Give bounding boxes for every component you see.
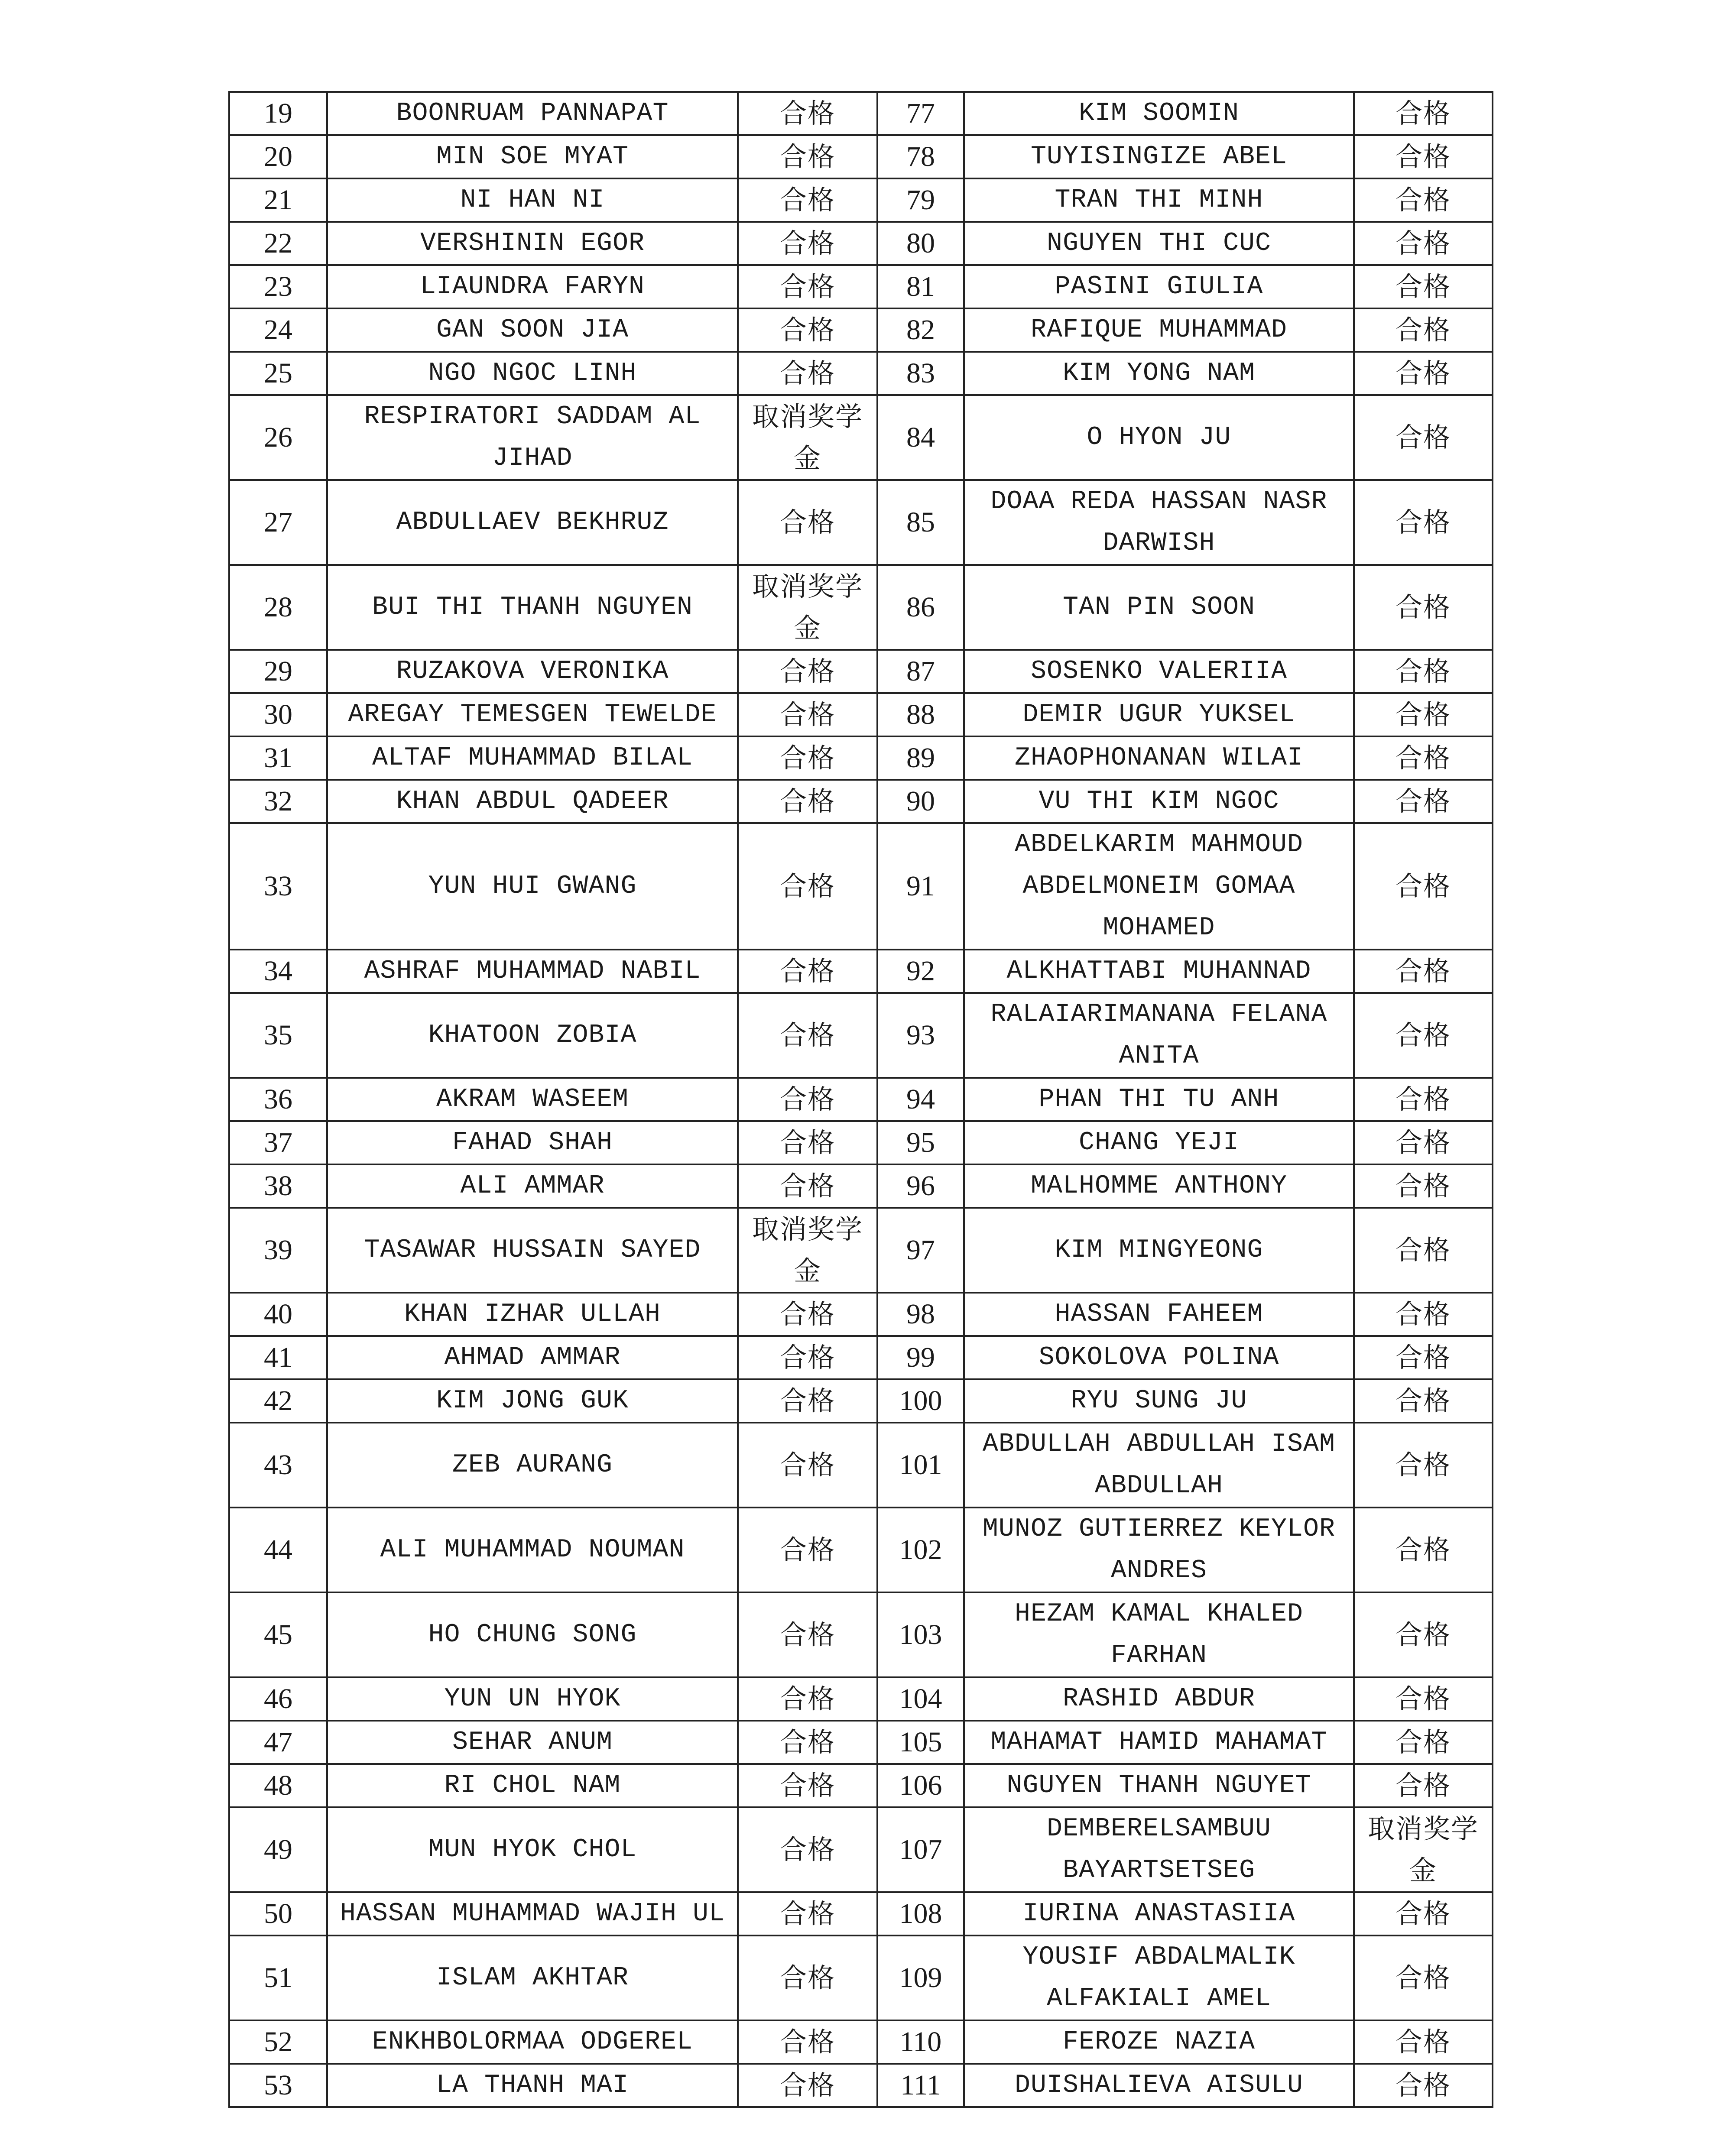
student-name-cell: TRAN THI MINH <box>964 178 1354 222</box>
row-number-cell: 38 <box>229 1164 327 1208</box>
row-number-cell: 25 <box>229 352 327 395</box>
table-row <box>229 1764 1493 1807</box>
table-row <box>229 1336 1493 1379</box>
student-name-cell: KIM MINGYEONG <box>964 1208 1354 1293</box>
student-name-cell: VERSHININ EGOR <box>327 222 738 265</box>
status-cell: 合格 <box>1354 993 1493 1078</box>
table-row <box>229 1121 1493 1164</box>
student-name-cell: RAFIQUE MUHAMMAD <box>964 308 1354 352</box>
row-number-cell: 90 <box>877 780 964 823</box>
student-name-cell: AREGAY TEMESGEN TEWELDE <box>327 693 738 736</box>
student-name-cell: HASSAN MUHAMMAD WAJIH UL <box>327 1892 738 1936</box>
student-name-cell: RYU SUNG JU <box>964 1379 1354 1423</box>
status-cell: 取消奖学金 <box>738 565 877 650</box>
student-name-cell: ABDELKARIM MAHMOUD ABDELMONEIM GOMAA MOHAMED <box>964 823 1354 950</box>
status-cell: 合格 <box>1354 2020 1493 2064</box>
status-cell: 合格 <box>738 1423 877 1508</box>
student-name-cell: TAN PIN SOON <box>964 565 1354 650</box>
status-cell: 合格 <box>738 736 877 780</box>
row-number-cell: 42 <box>229 1379 327 1423</box>
row-number-cell: 102 <box>877 1508 964 1592</box>
row-number-cell: 79 <box>877 178 964 222</box>
status-cell: 合格 <box>1354 565 1493 650</box>
row-number-cell: 82 <box>877 308 964 352</box>
student-name-cell: HASSAN FAHEEM <box>964 1293 1354 1336</box>
student-name-cell: ABDULLAEV BEKHRUZ <box>327 480 738 565</box>
row-number-cell: 84 <box>877 395 964 480</box>
row-number-cell: 27 <box>229 480 327 565</box>
row-number-cell: 105 <box>877 1721 964 1764</box>
student-name-cell: KIM SOOMIN <box>964 92 1354 135</box>
row-number-cell: 95 <box>877 1121 964 1164</box>
status-cell: 合格 <box>738 1121 877 1164</box>
row-number-cell: 52 <box>229 2020 327 2064</box>
student-name-cell: MUN HYOK CHOL <box>327 1807 738 1892</box>
student-name-cell: DUISHALIEVA AISULU <box>964 2064 1354 2107</box>
row-number-cell: 81 <box>877 265 964 308</box>
row-number-cell: 100 <box>877 1379 964 1423</box>
student-name-cell: TUYISINGIZE ABEL <box>964 135 1354 178</box>
student-name-cell: MAHAMAT HAMID MAHAMAT <box>964 1721 1354 1764</box>
status-cell: 合格 <box>1354 178 1493 222</box>
status-cell: 合格 <box>738 178 877 222</box>
row-number-cell: 97 <box>877 1208 964 1293</box>
row-number-cell: 34 <box>229 950 327 993</box>
row-number-cell: 86 <box>877 565 964 650</box>
status-cell: 合格 <box>1354 1423 1493 1508</box>
student-name-cell: PHAN THI TU ANH <box>964 1078 1354 1121</box>
row-number-cell: 80 <box>877 222 964 265</box>
status-cell: 合格 <box>738 222 877 265</box>
row-number-cell: 51 <box>229 1936 327 2020</box>
status-cell: 合格 <box>1354 693 1493 736</box>
table-row <box>229 1508 1493 1592</box>
student-name-cell: NGO NGOC LINH <box>327 352 738 395</box>
row-number-cell: 46 <box>229 1677 327 1721</box>
table-row <box>229 1721 1493 1764</box>
row-number-cell: 108 <box>877 1892 964 1936</box>
status-cell: 合格 <box>1354 352 1493 395</box>
table-row <box>229 352 1493 395</box>
status-cell: 合格 <box>738 265 877 308</box>
table-row <box>229 135 1493 178</box>
row-number-cell: 43 <box>229 1423 327 1508</box>
student-name-cell: LA THANH MAI <box>327 2064 738 2107</box>
table-row <box>229 650 1493 693</box>
row-number-cell: 41 <box>229 1336 327 1379</box>
row-number-cell: 98 <box>877 1293 964 1336</box>
status-cell: 合格 <box>1354 1892 1493 1936</box>
table-row <box>229 950 1493 993</box>
row-number-cell: 21 <box>229 178 327 222</box>
student-name-cell: LIAUNDRA FARYN <box>327 265 738 308</box>
status-cell: 合格 <box>738 950 877 993</box>
student-name-cell: RESPIRATORI SADDAM AL JIHAD <box>327 395 738 480</box>
student-name-cell: BOONRUAM PANNAPAT <box>327 92 738 135</box>
row-number-cell: 31 <box>229 736 327 780</box>
status-cell: 合格 <box>1354 1677 1493 1721</box>
student-name-cell: KIM YONG NAM <box>964 352 1354 395</box>
row-number-cell: 22 <box>229 222 327 265</box>
table-row <box>229 1677 1493 1721</box>
status-cell: 合格 <box>1354 1164 1493 1208</box>
student-name-cell: IURINA ANASTASIIA <box>964 1892 1354 1936</box>
status-cell: 合格 <box>738 1336 877 1379</box>
table-row <box>229 2020 1493 2064</box>
table-row <box>229 222 1493 265</box>
row-number-cell: 89 <box>877 736 964 780</box>
table-row <box>229 1078 1493 1121</box>
student-name-cell: CHANG YEJI <box>964 1121 1354 1164</box>
student-name-cell: SOSENKO VALERIIA <box>964 650 1354 693</box>
status-cell: 取消奖学金 <box>1354 1807 1493 1892</box>
row-number-cell: 109 <box>877 1936 964 2020</box>
status-cell: 合格 <box>1354 1121 1493 1164</box>
student-name-cell: ALKHATTABI MUHANNAD <box>964 950 1354 993</box>
row-number-cell: 39 <box>229 1208 327 1293</box>
status-cell: 合格 <box>1354 1592 1493 1677</box>
student-name-cell: SOKOLOVA POLINA <box>964 1336 1354 1379</box>
table-row <box>229 1208 1493 1293</box>
row-number-cell: 110 <box>877 2020 964 2064</box>
student-name-cell: KHAN ABDUL QADEER <box>327 780 738 823</box>
student-name-cell: ALI AMMAR <box>327 1164 738 1208</box>
row-number-cell: 103 <box>877 1592 964 1677</box>
row-number-cell: 33 <box>229 823 327 950</box>
student-name-cell: ABDULLAH ABDULLAH ISAM ABDULLAH <box>964 1423 1354 1508</box>
student-name-cell: PASINI GIULIA <box>964 265 1354 308</box>
status-cell: 合格 <box>738 1164 877 1208</box>
table-row <box>229 92 1493 135</box>
status-cell: 合格 <box>738 1721 877 1764</box>
row-number-cell: 47 <box>229 1721 327 1764</box>
student-name-cell: NGUYEN THANH NGUYET <box>964 1764 1354 1807</box>
student-name-cell: KIM JONG GUK <box>327 1379 738 1423</box>
row-number-cell: 19 <box>229 92 327 135</box>
student-name-cell: NI HAN NI <box>327 178 738 222</box>
status-cell: 合格 <box>738 993 877 1078</box>
row-number-cell: 24 <box>229 308 327 352</box>
student-name-cell: ISLAM AKHTAR <box>327 1936 738 2020</box>
row-number-cell: 101 <box>877 1423 964 1508</box>
student-name-cell: FEROZE NAZIA <box>964 2020 1354 2064</box>
status-cell: 合格 <box>738 823 877 950</box>
row-number-cell: 44 <box>229 1508 327 1592</box>
row-number-cell: 36 <box>229 1078 327 1121</box>
row-number-cell: 28 <box>229 565 327 650</box>
status-cell: 合格 <box>1354 395 1493 480</box>
table-body <box>229 92 1493 2107</box>
status-cell: 合格 <box>738 2020 877 2064</box>
status-cell: 合格 <box>738 1936 877 2020</box>
row-number-cell: 88 <box>877 693 964 736</box>
status-cell: 取消奖学金 <box>738 1208 877 1293</box>
status-cell: 合格 <box>1354 1936 1493 2020</box>
row-number-cell: 23 <box>229 265 327 308</box>
student-name-cell: YUN UN HYOK <box>327 1677 738 1721</box>
student-name-cell: SEHAR ANUM <box>327 1721 738 1764</box>
status-cell: 合格 <box>1354 1078 1493 1121</box>
student-name-cell: ENKHBOLORMAA ODGEREL <box>327 2020 738 2064</box>
row-number-cell: 29 <box>229 650 327 693</box>
status-cell: 合格 <box>738 352 877 395</box>
table-row <box>229 265 1493 308</box>
student-name-cell: ALI MUHAMMAD NOUMAN <box>327 1508 738 1592</box>
status-cell: 合格 <box>1354 308 1493 352</box>
student-name-cell: KHAN IZHAR ULLAH <box>327 1293 738 1336</box>
status-cell: 合格 <box>738 1677 877 1721</box>
student-name-cell: YUN HUI GWANG <box>327 823 738 950</box>
status-cell: 合格 <box>1354 823 1493 950</box>
student-name-cell: DEMBERELSAMBUU BAYARTSETSEG <box>964 1807 1354 1892</box>
status-cell: 合格 <box>738 135 877 178</box>
student-name-cell: ZHAOPHONANAN WILAI <box>964 736 1354 780</box>
table-row <box>229 2064 1493 2107</box>
status-cell: 合格 <box>1354 480 1493 565</box>
table-row <box>229 565 1493 650</box>
row-number-cell: 53 <box>229 2064 327 2107</box>
student-name-cell: ALTAF MUHAMMAD BILAL <box>327 736 738 780</box>
row-number-cell: 32 <box>229 780 327 823</box>
table-row <box>229 1164 1493 1208</box>
student-name-cell: DOAA REDA HASSAN NASR DARWISH <box>964 480 1354 565</box>
student-name-cell: ZEB AURANG <box>327 1423 738 1508</box>
status-cell: 合格 <box>738 2064 877 2107</box>
row-number-cell: 87 <box>877 650 964 693</box>
table-row <box>229 1293 1493 1336</box>
status-cell: 合格 <box>738 1892 877 1936</box>
status-cell: 合格 <box>1354 1721 1493 1764</box>
status-cell: 合格 <box>1354 950 1493 993</box>
student-name-cell: KHATOON ZOBIA <box>327 993 738 1078</box>
student-name-cell: RUZAKOVA VERONIKA <box>327 650 738 693</box>
status-cell: 合格 <box>738 1592 877 1677</box>
status-cell: 合格 <box>738 480 877 565</box>
student-name-cell: MALHOMME ANTHONY <box>964 1164 1354 1208</box>
table-row <box>229 1936 1493 2020</box>
student-name-cell: DEMIR UGUR YUKSEL <box>964 693 1354 736</box>
row-number-cell: 48 <box>229 1764 327 1807</box>
row-number-cell: 77 <box>877 92 964 135</box>
row-number-cell: 107 <box>877 1807 964 1892</box>
status-cell: 合格 <box>738 1293 877 1336</box>
row-number-cell: 92 <box>877 950 964 993</box>
table-row <box>229 1592 1493 1677</box>
table-row <box>229 736 1493 780</box>
row-number-cell: 94 <box>877 1078 964 1121</box>
student-name-cell: VU THI KIM NGOC <box>964 780 1354 823</box>
status-cell: 合格 <box>738 1379 877 1423</box>
status-cell: 合格 <box>738 650 877 693</box>
student-name-cell: RASHID ABDUR <box>964 1677 1354 1721</box>
status-cell: 合格 <box>1354 265 1493 308</box>
status-cell: 合格 <box>1354 1379 1493 1423</box>
status-cell: 合格 <box>1354 1764 1493 1807</box>
student-name-cell: BUI THI THANH NGUYEN <box>327 565 738 650</box>
student-name-cell: AKRAM WASEEM <box>327 1078 738 1121</box>
status-cell: 合格 <box>738 1807 877 1892</box>
status-cell: 合格 <box>738 92 877 135</box>
student-name-cell: HO CHUNG SONG <box>327 1592 738 1677</box>
table-row <box>229 308 1493 352</box>
row-number-cell: 49 <box>229 1807 327 1892</box>
table-row <box>229 480 1493 565</box>
table-row <box>229 823 1493 950</box>
student-name-cell: RI CHOL NAM <box>327 1764 738 1807</box>
row-number-cell: 78 <box>877 135 964 178</box>
status-cell: 合格 <box>738 1508 877 1592</box>
table-row <box>229 993 1493 1078</box>
status-cell: 合格 <box>1354 736 1493 780</box>
student-name-cell: YOUSIF ABDALMALIK ALFAKIALI AMEL <box>964 1936 1354 2020</box>
row-number-cell: 91 <box>877 823 964 950</box>
row-number-cell: 50 <box>229 1892 327 1936</box>
student-name-cell: GAN SOON JIA <box>327 308 738 352</box>
table-row <box>229 178 1493 222</box>
student-name-cell: HEZAM KAMAL KHALED FARHAN <box>964 1592 1354 1677</box>
status-cell: 合格 <box>1354 650 1493 693</box>
table-row <box>229 395 1493 480</box>
student-name-cell: ASHRAF MUHAMMAD NABIL <box>327 950 738 993</box>
table-row <box>229 1379 1493 1423</box>
status-cell: 合格 <box>1354 780 1493 823</box>
student-name-cell: AHMAD AMMAR <box>327 1336 738 1379</box>
row-number-cell: 20 <box>229 135 327 178</box>
status-cell: 合格 <box>1354 92 1493 135</box>
student-name-cell: FAHAD SHAH <box>327 1121 738 1164</box>
status-cell: 合格 <box>1354 222 1493 265</box>
row-number-cell: 30 <box>229 693 327 736</box>
student-name-cell: O HYON JU <box>964 395 1354 480</box>
table-row <box>229 1423 1493 1508</box>
row-number-cell: 40 <box>229 1293 327 1336</box>
row-number-cell: 99 <box>877 1336 964 1379</box>
status-cell: 合格 <box>1354 1208 1493 1293</box>
table-row <box>229 1807 1493 1892</box>
row-number-cell: 93 <box>877 993 964 1078</box>
table-row <box>229 780 1493 823</box>
row-number-cell: 35 <box>229 993 327 1078</box>
table-row <box>229 1892 1493 1936</box>
status-cell: 取消奖学金 <box>738 395 877 480</box>
row-number-cell: 106 <box>877 1764 964 1807</box>
student-name-cell: TASAWAR HUSSAIN SAYED <box>327 1208 738 1293</box>
status-cell: 合格 <box>1354 2064 1493 2107</box>
status-cell: 合格 <box>1354 1508 1493 1592</box>
row-number-cell: 83 <box>877 352 964 395</box>
row-number-cell: 111 <box>877 2064 964 2107</box>
status-cell: 合格 <box>738 780 877 823</box>
row-number-cell: 96 <box>877 1164 964 1208</box>
status-cell: 合格 <box>738 1078 877 1121</box>
student-name-cell: MUNOZ GUTIERREZ KEYLOR ANDRES <box>964 1508 1354 1592</box>
row-number-cell: 85 <box>877 480 964 565</box>
status-cell: 合格 <box>1354 1293 1493 1336</box>
table-row <box>229 693 1493 736</box>
student-name-cell: MIN SOE MYAT <box>327 135 738 178</box>
row-number-cell: 37 <box>229 1121 327 1164</box>
row-number-cell: 26 <box>229 395 327 480</box>
student-name-cell: RALAIARIMANANA FELANA ANITA <box>964 993 1354 1078</box>
student-name-cell: NGUYEN THI CUC <box>964 222 1354 265</box>
row-number-cell: 104 <box>877 1677 964 1721</box>
row-number-cell: 45 <box>229 1592 327 1677</box>
status-cell: 合格 <box>738 308 877 352</box>
scholarship-results-table <box>228 91 1493 2108</box>
status-cell: 合格 <box>738 693 877 736</box>
status-cell: 合格 <box>738 1764 877 1807</box>
status-cell: 合格 <box>1354 1336 1493 1379</box>
status-cell: 合格 <box>1354 135 1493 178</box>
